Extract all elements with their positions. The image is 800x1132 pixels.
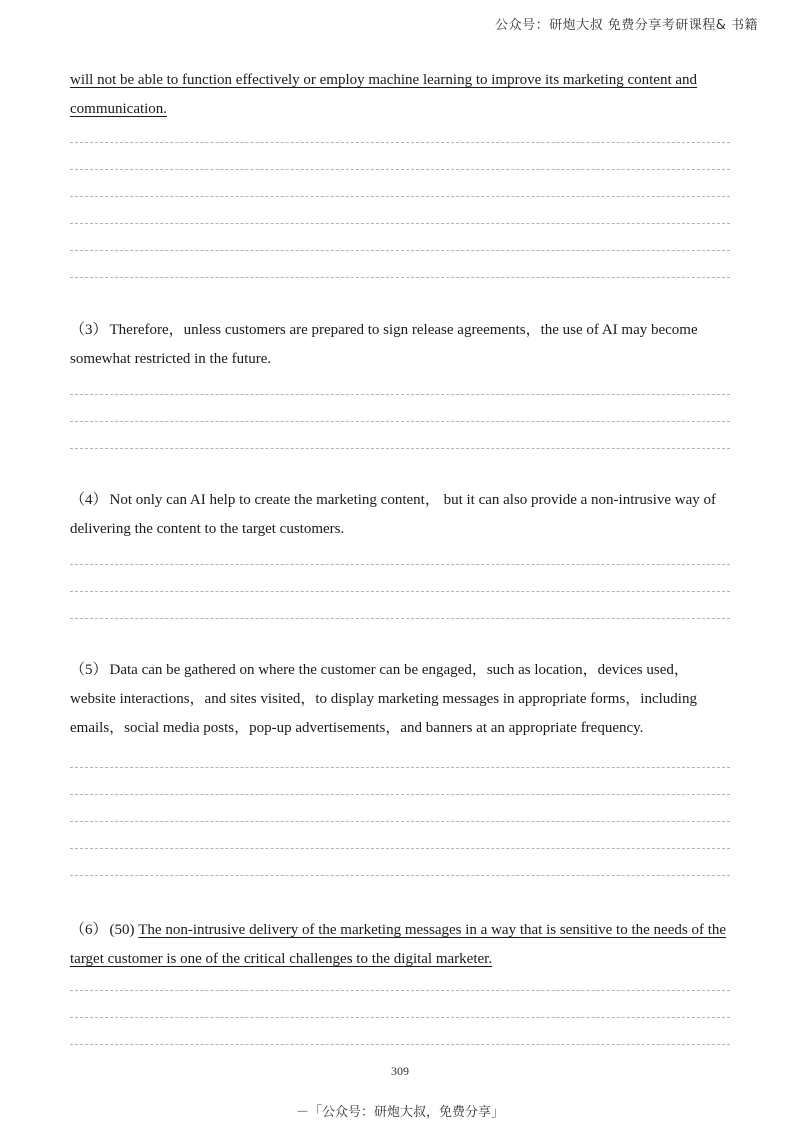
paragraph-number: （5） bbox=[70, 662, 108, 678]
answer-line bbox=[70, 142, 730, 143]
answer-line bbox=[70, 618, 730, 619]
answer-line bbox=[70, 1044, 730, 1045]
answer-line bbox=[70, 448, 730, 449]
underlined-sentence: The non-intrusive delivery of the marketing messages in a way that is sensitive to the needs of the target customer is one of the critical challenges to the digital marketer. bbox=[70, 922, 727, 967]
answer-lines-3 bbox=[70, 394, 730, 449]
answer-line bbox=[70, 848, 730, 849]
answer-lines-1 bbox=[70, 142, 730, 278]
answer-lines-4 bbox=[70, 564, 730, 619]
underlined-sentence: will not be able to function effectively or employ machine learning to improve its marketing content and communication. bbox=[70, 72, 698, 117]
answer-line bbox=[70, 767, 730, 768]
answer-line bbox=[70, 421, 730, 422]
page-number: 309 bbox=[391, 1064, 409, 1078]
paragraph-3 bbox=[70, 316, 730, 374]
page-footer-watermark: －「公众号：研炮大叔，免费分享」 bbox=[295, 1105, 504, 1120]
answer-line bbox=[70, 250, 730, 251]
paragraph-5 bbox=[70, 656, 730, 743]
paragraph-text: Therefore，unless customers are prepared to sign release agreements，the use of AI may become somewhat restricted in the future. bbox=[70, 322, 698, 367]
answer-line bbox=[70, 169, 730, 170]
paragraph-number: （4） bbox=[70, 492, 108, 508]
paragraph-text: Not only can AI help to create the marketing content， but it can also provide a non-intrusive way of delivering the content to the target customers. bbox=[70, 492, 717, 537]
answer-lines-5 bbox=[70, 767, 730, 876]
answer-line bbox=[70, 564, 730, 565]
answer-line bbox=[70, 821, 730, 822]
paragraph-text: Data can be gathered on where the customer can be engaged，such as location，devices used，website interactions，and sites visited，to display marketing messages in appropriate forms，including emails，social media posts，pop-up advertisements，and banners at an appropriate frequency. bbox=[70, 662, 697, 736]
answer-line bbox=[70, 591, 730, 592]
paragraph-6 bbox=[70, 916, 730, 974]
answer-line bbox=[70, 875, 730, 876]
paragraph-4 bbox=[70, 486, 730, 544]
answer-line bbox=[70, 990, 730, 991]
question-marker: (50) bbox=[109, 922, 139, 938]
answer-line bbox=[70, 196, 730, 197]
paragraph-number: （3） bbox=[70, 322, 108, 338]
answer-line bbox=[70, 1017, 730, 1018]
answer-line bbox=[70, 394, 730, 395]
paragraph-continuation bbox=[70, 66, 730, 124]
answer-lines-6 bbox=[70, 990, 730, 1045]
answer-line bbox=[70, 794, 730, 795]
answer-line bbox=[70, 277, 730, 278]
page-header-watermark: 公众号：研炮大叔 免费分享考研课程& 书籍 bbox=[495, 18, 758, 33]
paragraph-number: （6） bbox=[70, 922, 108, 938]
answer-line bbox=[70, 223, 730, 224]
